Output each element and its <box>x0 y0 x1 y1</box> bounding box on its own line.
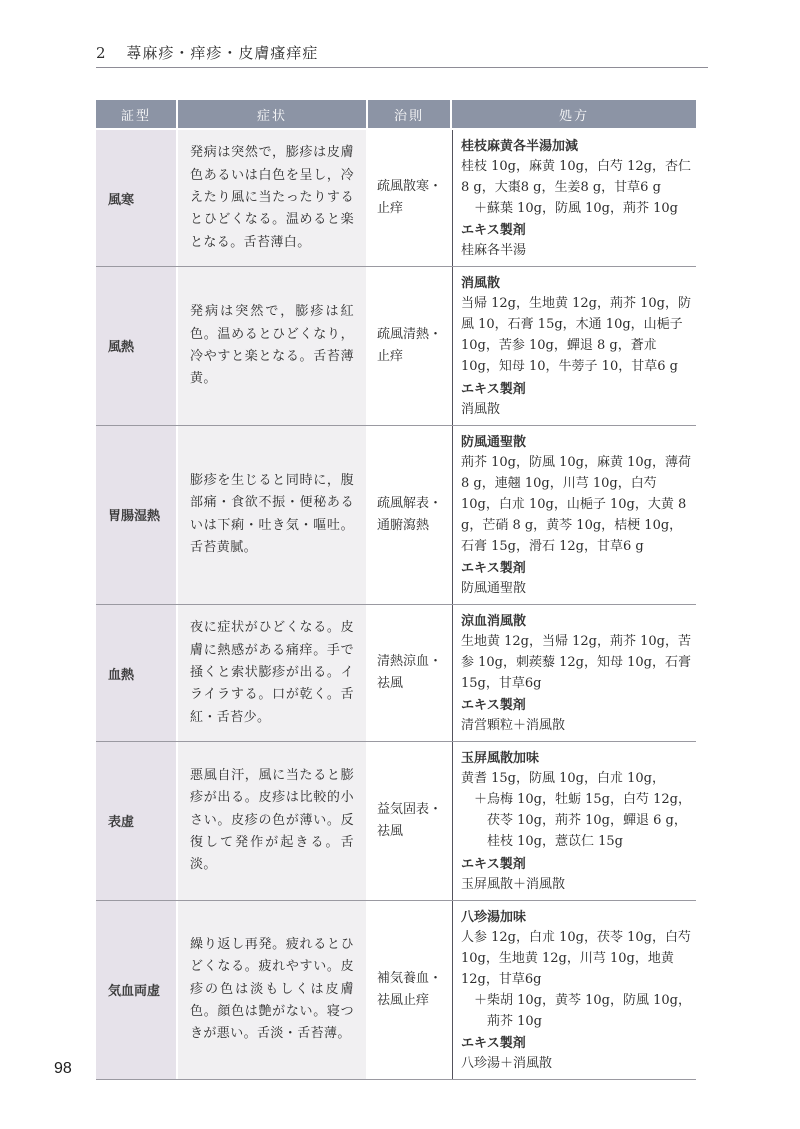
prescription-name: エキス製剤 <box>461 855 526 871</box>
cell-symptoms <box>178 130 368 266</box>
cell-pattern-type: 表虚 <box>96 742 178 899</box>
cell-pattern-type: 風寒 <box>96 130 178 266</box>
prescription-line: 茯苓 10g，荊芥 10g，蟬退 6 g， <box>487 813 687 829</box>
prescription-line: 防風通聖散 <box>461 580 527 596</box>
cell-pattern-type: 気血両虚 <box>96 901 178 1079</box>
principle-text: 疏風散寒・止痒 <box>377 179 443 217</box>
cell-treatment-principle <box>368 605 452 741</box>
table-row <box>96 426 696 605</box>
prescription-name: エキス製剤 <box>461 697 526 713</box>
prescription-line: 八珍湯＋消風散 <box>461 1055 553 1071</box>
prescription-line: 消風散 <box>461 401 501 417</box>
heading-rule <box>96 67 708 68</box>
cell-symptoms <box>178 267 368 424</box>
column-header-prescription: 処方 <box>452 100 696 128</box>
column-header-symptoms: 症状 <box>178 100 368 128</box>
cell-prescription <box>452 605 696 741</box>
prescription-line: ＋蘇葉 10g，防風 10g，荊芥 10g <box>474 201 678 217</box>
prescription-name: エキス製剤 <box>461 222 526 238</box>
cell-prescription <box>452 742 696 899</box>
table-row <box>96 742 696 900</box>
chapter-heading <box>96 42 708 63</box>
prescription-line: 荊芥 10g <box>487 1013 542 1029</box>
cell-prescription <box>452 267 696 424</box>
table-row <box>96 605 696 742</box>
table-body <box>96 130 696 1080</box>
cell-pattern-type: 胃腸湿熱 <box>96 426 178 604</box>
cell-treatment-principle <box>368 901 452 1079</box>
symptom-text: 膨疹を生じると同時に，腹部痛・食欲不振・便秘あるいは下痢・吐き気・嘔吐。舌苔黄膩。 <box>190 473 354 556</box>
cell-symptoms <box>178 901 368 1079</box>
cell-treatment-principle <box>368 130 452 266</box>
prescription-line: 荊芥 10g，防風 10g，麻黄 10g，薄荷 8 g，連翹 10g，川芎 10g，白芍 10g，白朮 10g，山梔子 10g，大黄 8 g，芒硝 8 g，黄芩 10g，桔梗 10g，石膏 15g，滑石 12g，甘草6 g <box>461 454 691 554</box>
cell-pattern-type: 風熱 <box>96 267 178 424</box>
table-row <box>96 130 696 267</box>
principle-text: 疏風清熱・止痒 <box>377 326 443 364</box>
table-row <box>96 901 696 1080</box>
prescription-name: 涼血消風散 <box>461 612 527 628</box>
symptom-text: 夜に症状がひどくなる。皮膚に熱感がある痛痒。手で掻くと索状膨疹が出る。イライラする。口が乾く。舌紅・舌苔少。 <box>190 620 354 725</box>
prescription-line: 桂麻各半湯 <box>461 243 527 259</box>
cell-treatment-principle <box>368 267 452 424</box>
cell-pattern-type: 血熱 <box>96 605 178 741</box>
table-header-row <box>96 100 696 128</box>
prescription-name: 消風散 <box>461 275 501 291</box>
prescription-line: 清営顆粒＋消風散 <box>461 718 566 734</box>
chapter-number: 2 <box>96 44 107 62</box>
prescription-line: 玉屏風散＋消風散 <box>461 876 566 892</box>
principle-text: 補気養血・祛風止痒 <box>377 970 443 1008</box>
prescription-line: 桂枝 10g，薏苡仁 15g <box>487 834 623 850</box>
principle-text: 疏風解表・通腑瀉熱 <box>377 495 443 533</box>
prescription-name: 八珍湯加味 <box>461 908 527 924</box>
prescription-name: エキス製剤 <box>461 559 526 575</box>
cell-treatment-principle <box>368 426 452 604</box>
prescription-name: 防風通聖散 <box>461 433 527 449</box>
cell-treatment-principle <box>368 742 452 899</box>
cell-prescription <box>452 901 696 1079</box>
cell-prescription <box>452 130 696 266</box>
symptom-text: 発病は突然で，膨疹は紅色。温めるとひどくなり，冷やすと楽となる。舌苔薄黄。 <box>190 304 354 387</box>
cell-symptoms <box>178 742 368 899</box>
cell-prescription <box>452 426 696 604</box>
prescription-line: 当帰 12g，生地黄 12g，荊芥 10g，防風 10，石膏 15g，木通 10g，山梔子 10g，苦参 10g，蟬退 8 g，蒼朮 10g，知母 10，牛蒡子 10，甘草6 g <box>461 296 691 375</box>
prescription-line: 人参 12g，白朮 10g，茯苓 10g，白芍 10g，生地黄 12g，川芎 10g，地黄 12g，甘草6g <box>461 929 691 987</box>
prescription-name: エキス製剤 <box>461 1034 526 1050</box>
cell-symptoms <box>178 426 368 604</box>
chapter-title: 蕁麻疹・痒疹・皮膚瘙痒症 <box>126 44 319 62</box>
symptom-text: 発病は突然で，膨疹は皮膚色あるいは白色を呈し，冷えたり風に当たったりするとひどくなる。温めると楽となる。舌苔薄白。 <box>190 145 354 250</box>
prescription-name: 桂枝麻黄各半湯加減 <box>461 138 579 153</box>
prescription-name: エキス製剤 <box>461 380 526 396</box>
cell-symptoms <box>178 605 368 741</box>
column-header-principle: 治則 <box>368 100 452 128</box>
prescription-line: 黄耆 15g，防風 10g，白朮 10g， <box>461 771 665 787</box>
symptom-text: 繰り返し再発。疲れるとひどくなる。疲れやすい。皮疹の色は淡もしくは皮膚色。顔色は艶がない。寝つきが悪い。舌淡・舌苔薄。 <box>190 936 354 1042</box>
kampo-pattern-table <box>96 100 696 1080</box>
column-header-pattern: 証型 <box>96 100 178 128</box>
principle-text: 清熱涼血・祛風 <box>377 654 443 692</box>
prescription-line: 桂枝 10g，麻黄 10g，白芍 12g，杏仁8 g，大棗8 g，生姜8 g，甘草6 g <box>461 159 691 196</box>
principle-text: 益気固表・祛風 <box>377 801 443 839</box>
prescription-name: 玉屏風散加味 <box>461 750 540 766</box>
prescription-line: ＋烏梅 10g，牡蛎 15g，白芍 12g， <box>474 792 691 808</box>
prescription-line: ＋柴胡 10g，黄芩 10g，防風 10g， <box>474 992 691 1008</box>
prescription-line: 生地黄 12g，当帰 12g，荊芥 10g，苦参 10g，刺蒺藜 12g，知母 10g，石膏 15g，甘草6g <box>461 634 691 692</box>
page-number: 98 <box>54 1060 72 1077</box>
symptom-text: 悪風自汗，風に当たると膨疹が出る。皮疹は比較的小さい。皮疹の色が薄い。反復して発作が起きる。舌淡。 <box>190 768 354 873</box>
table-row <box>96 267 696 425</box>
